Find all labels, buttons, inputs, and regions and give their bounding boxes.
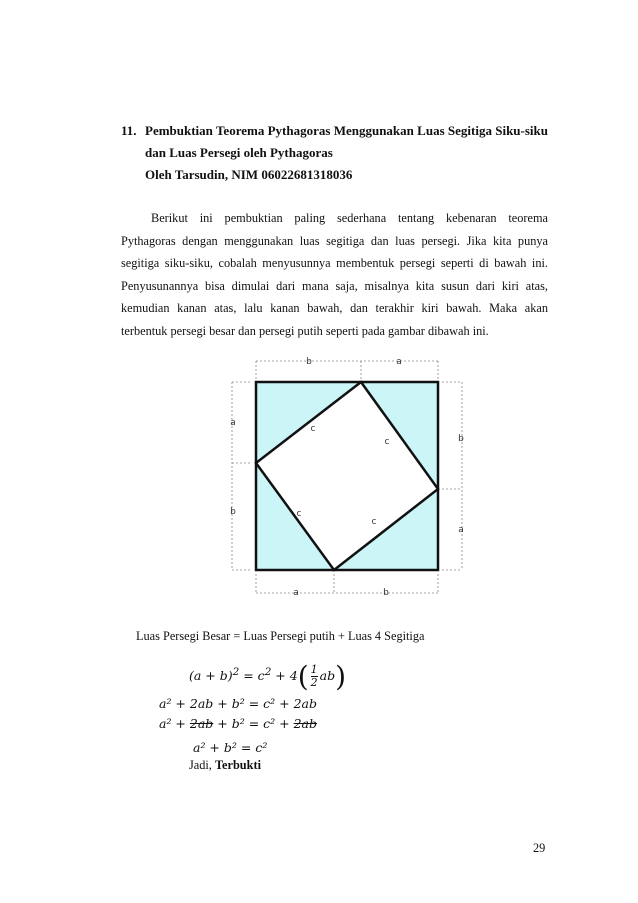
paragraph-line: Pythagoras dengan menggunakan luas segitiga dan luas persegi. Jika kita punya [121, 233, 548, 248]
label-top-b: b [306, 357, 312, 367]
label-bottom-a: a [293, 588, 299, 598]
label-left-b: b [230, 507, 236, 517]
page-number: 29 [533, 841, 546, 855]
equation-statement: Luas Persegi Besar = Luas Persegi putih + Luas 4 Segitiga [136, 629, 425, 643]
author-line: Oleh Tarsudin, NIM 06022681318036 [145, 167, 353, 182]
math-line-1: $(a + b)^2 = c^2 + 4$( $\frac{1}{2}$ ab) [189, 660, 347, 693]
pythagoras-figure [224, 349, 474, 599]
conclusion-bold: Terbukti [214, 758, 261, 772]
label-c1: c [310, 424, 316, 434]
paragraph-line: kemudian kanan atas, lalu kanan bawah, dan terakhir kiri bawah. Maka akan [121, 301, 548, 316]
paragraph-line: terbentuk persegi besar dan persegi putih seperti pada gambar dibawah ini. [121, 323, 489, 338]
section-title-line1: Pembuktian Teorema Pythagoras Menggunakan Luas Segitiga Siku-siku [145, 123, 548, 138]
body-paragraph [121, 207, 548, 343]
label-c2: c [384, 437, 390, 447]
label-right-b: b [458, 434, 464, 444]
section-number: 11. [121, 123, 137, 138]
label-bottom-b: b [383, 588, 389, 598]
conclusion-text: Jadi, Terbukti [189, 758, 261, 772]
label-top-a: a [396, 357, 402, 367]
section-heading [121, 120, 548, 186]
label-right-a: a [458, 525, 464, 535]
section-title-line2: dan Luas Persegi oleh Pythagoras [145, 145, 333, 160]
label-c3: c [371, 517, 377, 527]
paragraph-line: segitiga siku-siku, cobalah menyusunnya membentuk persegi seperti di bawah ini. [121, 256, 548, 271]
math-line-4: a² + b² = c² [193, 740, 268, 755]
label-left-a: a [230, 418, 236, 428]
paragraph-line: Berikut ini pembuktian paling sederhana tentang kebenaran teorema [151, 211, 548, 225]
paragraph-line: Penyusunannya bisa dimulai dari mana saja, misalnya kita susun dari kiri atas, [121, 278, 548, 293]
math-line-2: a² + 2ab + b² = c² + 2ab [159, 696, 317, 711]
math-line-3: a² + 2ab + b² = c² + 2ab [159, 716, 318, 731]
label-c4: c [296, 509, 302, 519]
